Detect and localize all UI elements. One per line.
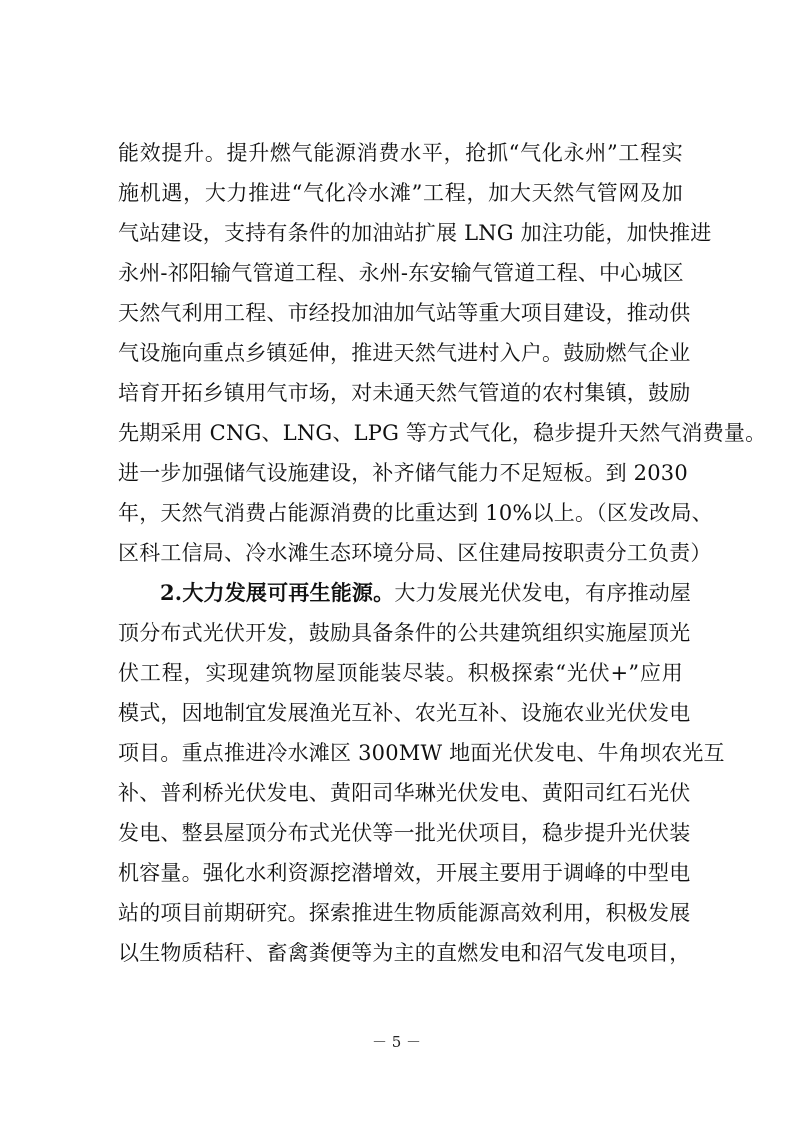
text-line bbox=[118, 573, 692, 613]
text-line: 发电、整县屋顶分布式光伏等一批光伏项目，稳步提升光伏装 bbox=[118, 821, 691, 845]
text-run: 大力发展光伏发电，有序推动屋 bbox=[394, 581, 692, 605]
page-number: － 5 － bbox=[371, 1033, 422, 1051]
text-line: 项目。重点推进冷水滩区 300MW 地面光伏发电、牛角坝农光互 bbox=[118, 741, 725, 765]
text-line: 补、普利桥光伏发电、黄阳司华琳光伏发电、黄阳司红石光伏 bbox=[118, 781, 691, 805]
text-line: 培育开拓乡镇用气市场，对未通天然气管道的农村集镇，鼓励 bbox=[118, 381, 691, 405]
text-line: 顶分布式光伏开发，鼓励具备条件的公共建筑组织实施屋顶光 bbox=[118, 621, 691, 645]
text-line: 先期采用 CNG、LNG、LPG 等方式气化，稳步提升天然气消费量。 bbox=[118, 421, 767, 445]
text-line: 以生物质秸秆、畜禽粪便等为主的直燃发电和沼气发电项目， bbox=[118, 941, 691, 965]
text-line: 气设施向重点乡镇延伸，推进天然气进村入户。鼓励燃气企业 bbox=[118, 341, 691, 365]
text-line: 机容量。强化水利资源挖潜增效，开展主要用于调峰的中型电 bbox=[118, 861, 691, 885]
text-line: 区科工信局、冷水滩生态环境分局、区住建局按职责分工负责） bbox=[118, 541, 712, 565]
text-line: 施机遇，大力推进“气化冷水滩”工程，加大天然气管网及加 bbox=[118, 181, 683, 205]
text-line: 年，天然气消费占能源消费的比重达到 10%以上。（区发改局、 bbox=[118, 501, 713, 525]
text-line: 伏工程，实现建筑物屋顶能装尽装。积极探索“光伏+”应用 bbox=[118, 661, 683, 685]
text-line: 模式，因地制宜发展渔光互补、农光互补、设施农业光伏发电 bbox=[118, 701, 691, 725]
text-line: 永州-祁阳输气管道工程、永州-东安输气管道工程、中心城区 bbox=[118, 261, 684, 285]
text-line: 站的项目前期研究。探索推进生物质能源高效利用，积极发展 bbox=[118, 901, 691, 925]
text-line: 进一步加强储气设施建设，补齐储气能力不足短板。到 2030 bbox=[118, 461, 688, 485]
text-line: 天然气利用工程、市经投加油加气站等重大项目建设，推动供 bbox=[118, 301, 691, 325]
text-line: 能效提升。提升燃气能源消费水平，抢抓“气化永州”工程实 bbox=[118, 141, 683, 165]
text-line: 气站建设，支持有条件的加油站扩展 LNG 加注功能，加快推进 bbox=[118, 221, 712, 245]
section-heading: 2.大力发展可再生能源。 bbox=[160, 580, 395, 605]
body-text bbox=[118, 133, 767, 973]
